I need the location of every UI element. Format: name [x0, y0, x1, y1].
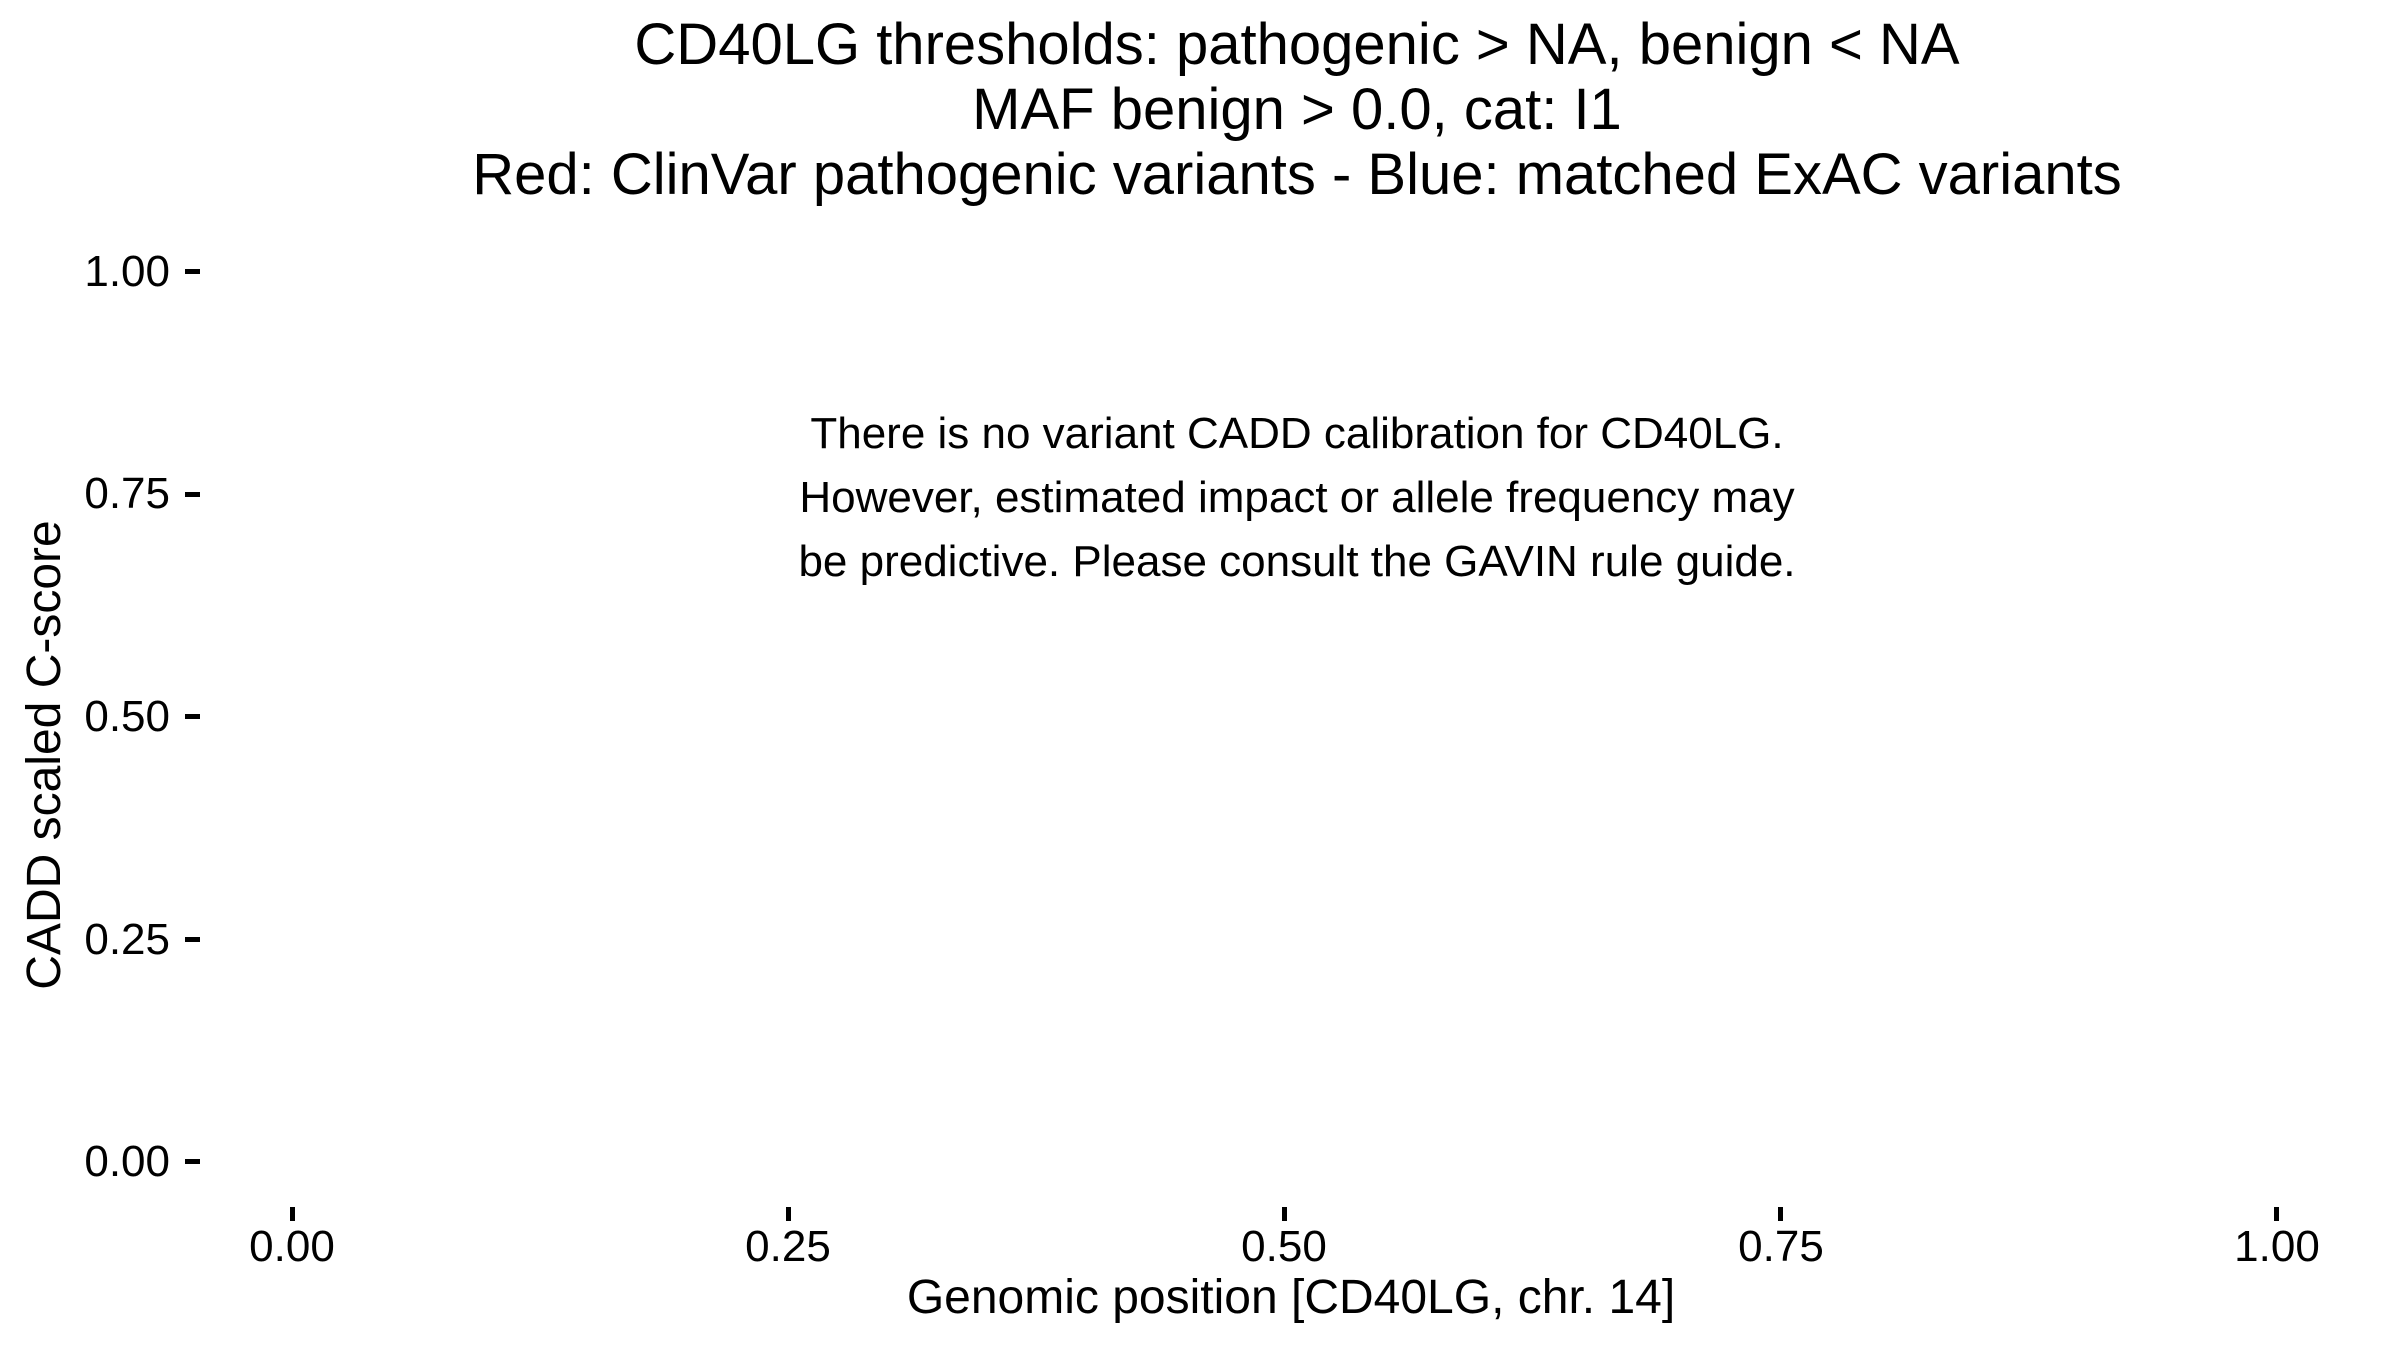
plot-title [197, 12, 2397, 207]
y-tick-label: 1.00 [84, 247, 170, 296]
annotation-line-2: However, estimated impact or allele frequency may [799, 473, 1795, 522]
y-tick-mark [185, 714, 200, 719]
x-tick-mark [2274, 1207, 2279, 1221]
x-tick-label: 1.00 [2234, 1222, 2320, 1271]
plot-title-line-1: CD40LG thresholds: pathogenic > NA, benign < NA [634, 12, 1960, 77]
y-axis-title: CADD scaled C-score [18, 520, 71, 990]
x-tick-mark [1282, 1207, 1287, 1221]
annotation-line-3: be predictive. Please consult the GAVIN rule guide. [798, 537, 1796, 586]
y-tick-label: 0.75 [84, 469, 170, 518]
y-tick-mark [185, 269, 200, 274]
y-tick-mark [185, 1159, 200, 1164]
y-tick-label: 0.25 [84, 915, 170, 964]
x-tick-mark [786, 1207, 791, 1221]
plot-title-line-3: Red: ClinVar pathogenic variants - Blue: matched ExAC variants [472, 142, 2122, 207]
x-tick-label: 0.25 [745, 1222, 831, 1271]
y-tick-mark [185, 492, 200, 497]
plot-panel [200, 228, 2376, 1206]
x-tick-mark [1778, 1207, 1783, 1221]
x-axis-title: Genomic position [CD40LG, chr. 14] [906, 1271, 1676, 1324]
x-tick-label: 0.50 [1241, 1222, 1327, 1271]
x-tick-mark [290, 1207, 295, 1221]
x-tick-label: 0.00 [249, 1222, 335, 1271]
annotation-line-1: There is no variant CADD calibration for CD40LG. [810, 409, 1784, 458]
x-tick-label: 0.75 [1738, 1222, 1824, 1271]
plot-title-line-2: MAF benign > 0.0, cat: I1 [972, 77, 1622, 142]
y-tick-label: 0.50 [84, 692, 170, 741]
y-tick-mark [185, 937, 200, 942]
y-tick-label: 0.00 [84, 1137, 170, 1186]
